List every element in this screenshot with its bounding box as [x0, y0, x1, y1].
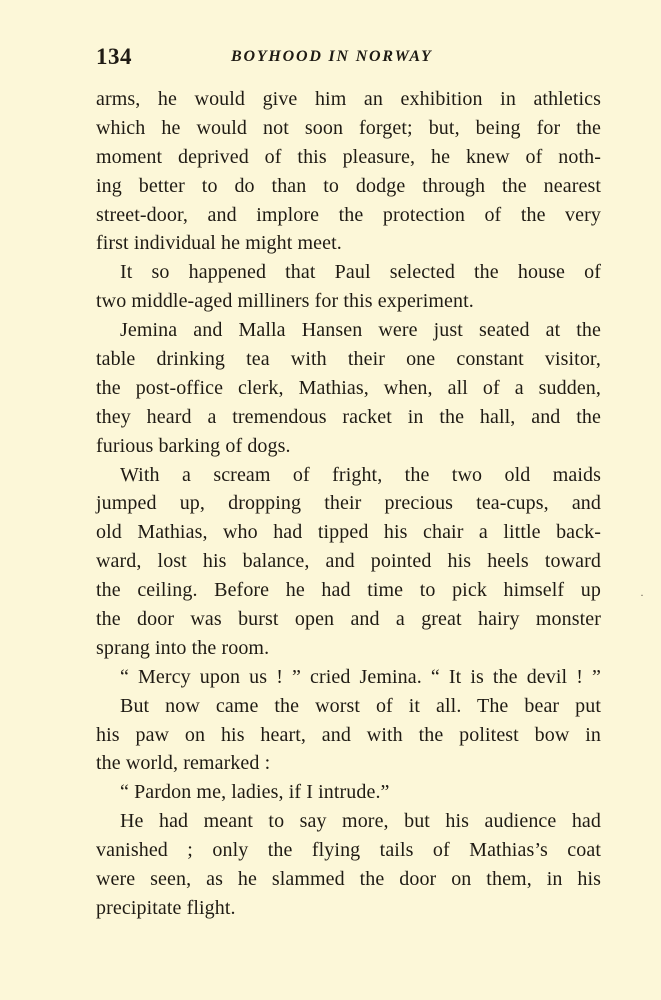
paragraph-end-line: furious barking of dogs. — [96, 434, 291, 457]
text-line: ward, lost his balance, and pointed his heels toward — [96, 550, 601, 573]
text-line: moment deprived of this pleasure, he knew of noth- — [96, 145, 601, 168]
paragraph-end-line: first individual he might meet. — [96, 232, 342, 255]
paragraph-end-line: the world, remarked : — [96, 752, 271, 775]
text-line: arms, he would give him an exhibition in athletics — [96, 88, 601, 110]
paragraph-start-line: Jemina and Malla Hansen were just seated at the — [120, 319, 601, 342]
text-line: his paw on his heart, and with the politest bow in — [96, 723, 601, 746]
paragraph-start-line: It so happened that Paul selected the house of — [120, 261, 601, 284]
text-line: ing better to do than to dodge through the nearest — [96, 174, 601, 197]
text-line: street-door, and implore the protection of the very — [96, 203, 601, 226]
text-line: vanished ; only the flying tails of Mathias’s coat — [96, 839, 601, 862]
dialogue-line: “ Mercy upon us ! ” cried Jemina. “ It is the devil ! ” — [120, 665, 601, 688]
text-line: which he would not soon forget; but, being for the — [96, 116, 601, 139]
text-line: old Mathias, who had tipped his chair a little back- — [96, 521, 601, 544]
text-line: jumped up, dropping their precious tea-cups, and — [96, 492, 601, 515]
paragraph-start-line: With a scream of fright, the two old maids — [120, 463, 601, 486]
page-number: 134 — [96, 44, 132, 69]
text-line: the ceiling. Before he had time to pick himself up — [96, 579, 601, 602]
paragraph-start-line: But now came the worst of it all. The bear put — [120, 694, 601, 717]
body-text — [96, 85, 601, 923]
text-line: were seen, as he slammed the door on them, in his — [96, 868, 601, 891]
paragraph-start-line: He had meant to say more, but his audience had — [120, 810, 601, 833]
running-title: BOYHOOD IN NORWAY — [231, 48, 433, 65]
paragraph-end-line: sprang into the room. — [96, 636, 270, 659]
dialogue-line: “ Pardon me, ladies, if I intrude.” — [120, 781, 390, 804]
text-line: they heard a tremendous racket in the hall, and the — [96, 405, 601, 428]
paragraph-end-line: precipitate flight. — [96, 896, 236, 919]
text-line: the door was burst open and a great hairy monster — [96, 608, 601, 631]
running-head — [96, 44, 601, 74]
text-line: the post-office clerk, Mathias, when, all of a sudden, — [96, 376, 601, 399]
paragraph-end-line: two middle-aged milliners for this experiment. — [96, 290, 474, 313]
margin-mark: · — [640, 588, 644, 602]
text-line: table drinking tea with their one constant visitor, — [96, 348, 601, 371]
